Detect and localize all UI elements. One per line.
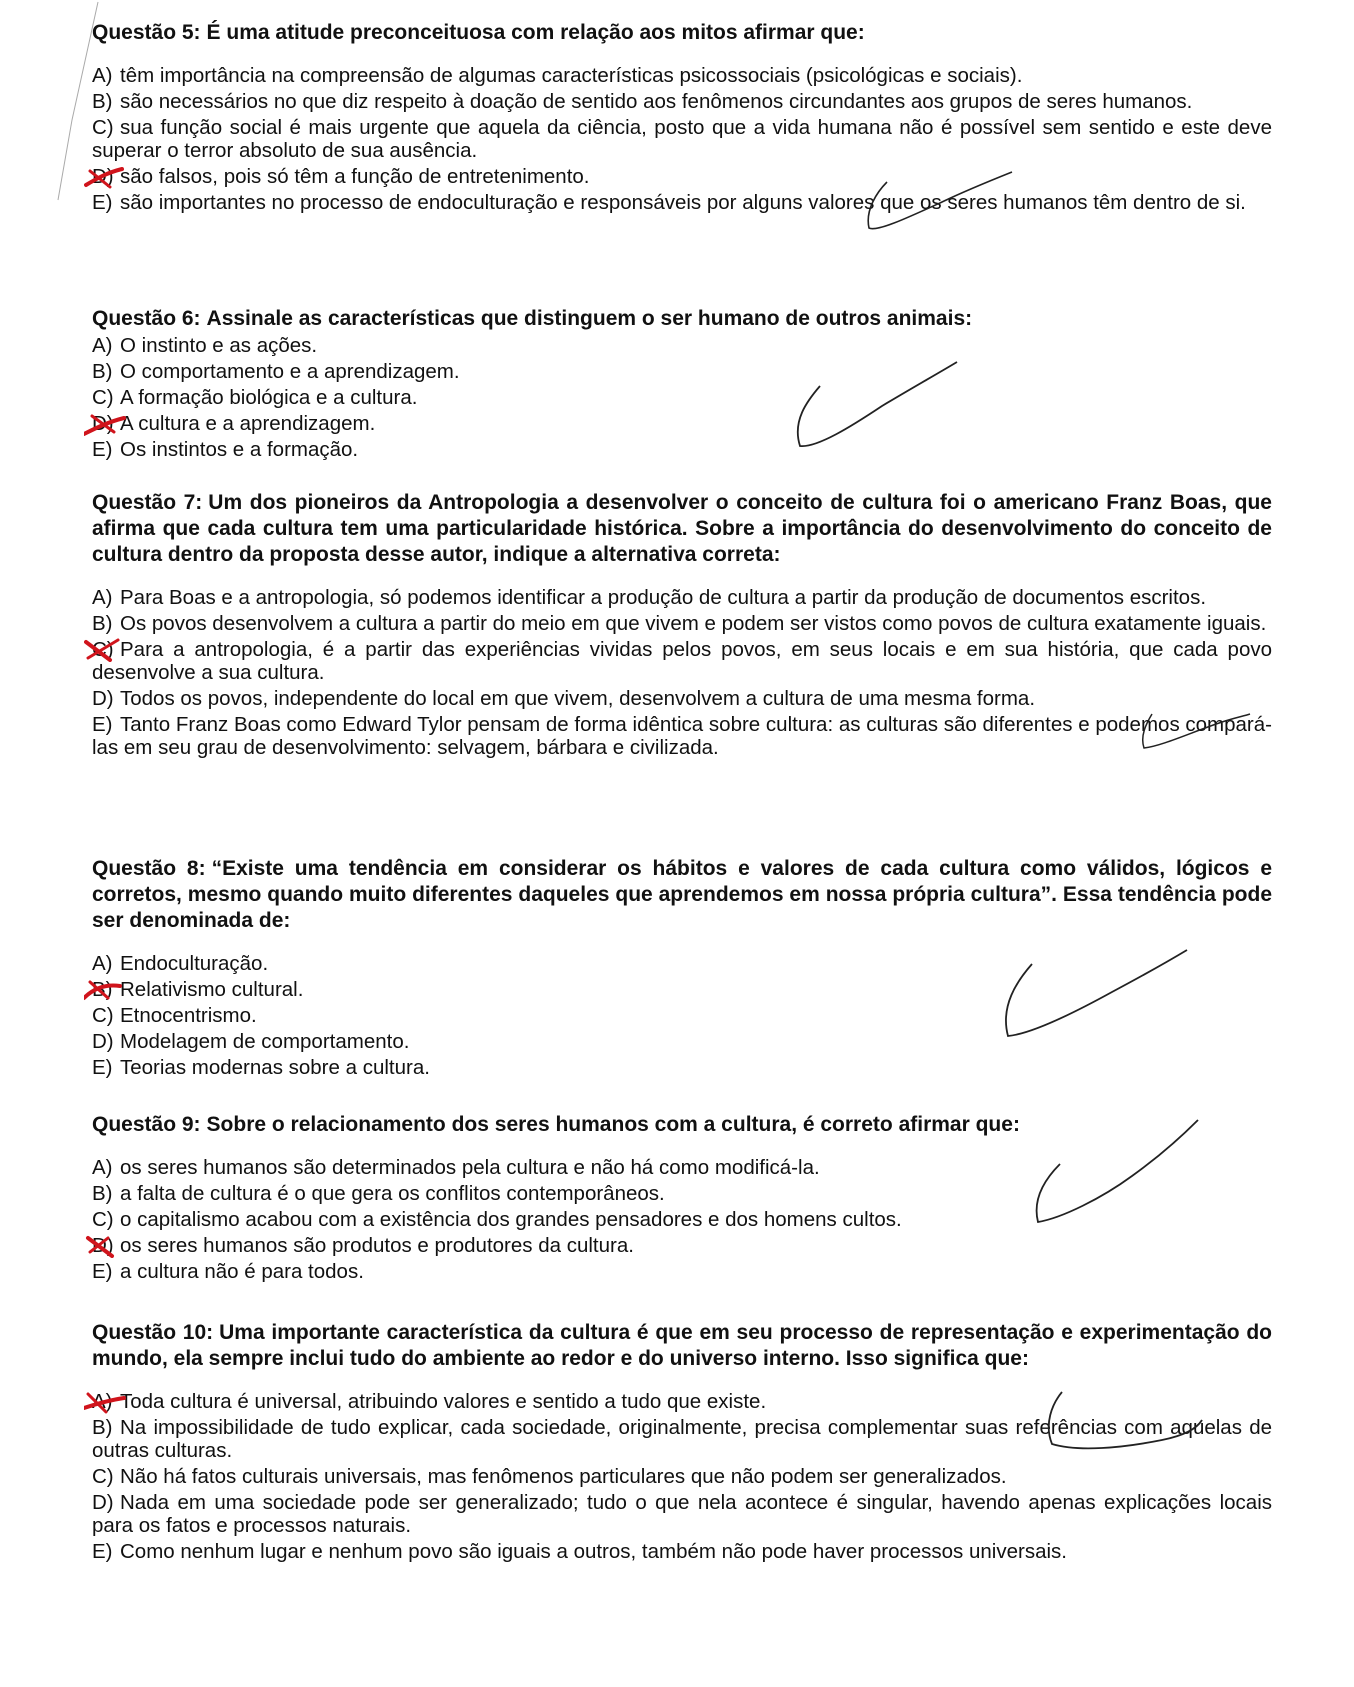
option-text: sua função social é mais urgente que aquela da ciência, posto que a vida humana não é possível sem sentido e este deve superar o terror absoluto de sua ausência. [92, 116, 1272, 162]
option-a[interactable] [92, 64, 1272, 87]
option-letter: A) [92, 334, 113, 357]
option-letter: D) [92, 1234, 114, 1257]
option-letter: D) [92, 165, 114, 188]
option-text: Os instintos e a formação. [120, 438, 359, 461]
option-text: Nada em uma sociedade pode ser generalizado; tudo o que nela acontece é singular, havendo apenas explicações locais para os fatos e processos naturais. [92, 1491, 1272, 1537]
question-8 [92, 856, 1272, 1082]
question-10 [92, 1320, 1272, 1566]
question-title [92, 1112, 1272, 1138]
option-a[interactable] [92, 334, 1272, 357]
option-letter: B) [92, 612, 113, 635]
option-text: Não há fatos culturais universais, mas fenômenos particulares que não podem ser generalizados. [120, 1465, 1007, 1488]
option-b[interactable] [92, 1182, 1272, 1205]
question-label: Questão 5: [92, 21, 201, 44]
question-title [92, 856, 1272, 934]
option-letter: B) [92, 1416, 113, 1439]
option-e[interactable] [92, 1540, 1272, 1563]
option-text: A cultura e a aprendizagem. [120, 412, 376, 435]
question-text: Um dos pioneiros da Antropologia a desenvolver o conceito de cultura foi o americano Franz Boas, que afirma que cada cultura tem uma particularidade histórica. Sobre a importância do desenvolvimento do conceito de cultura dentro da proposta desse autor, indique a alternativa correta: [92, 491, 1272, 566]
question-label: Questão 7: [92, 491, 203, 514]
option-text: Endoculturação. [120, 952, 269, 975]
option-letter: A) [92, 952, 113, 975]
option-a[interactable] [92, 586, 1272, 609]
question-9 [92, 1112, 1272, 1286]
option-letter: E) [92, 191, 113, 214]
option-letter: C) [92, 116, 114, 139]
option-letter: B) [92, 1182, 113, 1205]
option-text: os seres humanos são determinados pela cultura e não há como modificá-la. [120, 1156, 820, 1179]
option-letter: E) [92, 713, 113, 736]
option-c[interactable] [92, 638, 1272, 684]
option-letter: A) [92, 1156, 113, 1179]
question-text: Uma importante característica da cultura é que em seu processo de representação e experimentação do mundo, ela sempre inclui tudo do ambiente ao redor e do universo interno. Isso significa que: [92, 1321, 1272, 1370]
option-letter: E) [92, 1056, 113, 1079]
option-c[interactable] [92, 1004, 1272, 1027]
option-letter: C) [92, 1004, 114, 1027]
option-text: Como nenhum lugar e nenhum povo são iguais a outros, também não pode haver processos universais. [120, 1540, 1067, 1563]
option-e[interactable] [92, 191, 1272, 214]
option-text: O instinto e as ações. [120, 334, 318, 357]
question-text: É uma atitude preconceituosa com relação aos mitos afirmar que: [206, 21, 865, 44]
option-b[interactable] [92, 360, 1272, 383]
option-text: Tanto Franz Boas como Edward Tylor pensam de forma idêntica sobre cultura: as culturas são diferentes e podemos compará-las em seu grau de desenvolvimento: selvagem, bárbara e civilizada. [92, 713, 1272, 759]
question-title [92, 1320, 1272, 1372]
question-title [92, 306, 1272, 332]
question-7 [92, 490, 1272, 762]
option-letter: D) [92, 687, 114, 710]
option-text: O comportamento e a aprendizagem. [120, 360, 460, 383]
option-e[interactable] [92, 1260, 1272, 1283]
option-text: a cultura não é para todos. [120, 1260, 364, 1283]
option-a[interactable] [92, 952, 1272, 975]
question-text: “Existe uma tendência em considerar os hábitos e valores de cada cultura como válidos, lógicos e corretos, mesmo quando muito diferentes daqueles que aprendemos em nossa própria cultura”. Essa tendência pode ser denominada de: [92, 857, 1272, 932]
option-letter: C) [92, 386, 114, 409]
question-label: Questão 8: [92, 857, 206, 880]
option-letter: E) [92, 1260, 113, 1283]
option-letter: E) [92, 438, 113, 461]
option-e[interactable] [92, 713, 1272, 759]
option-text: Relativismo cultural. [120, 978, 304, 1001]
option-b[interactable] [92, 1416, 1272, 1462]
option-letter: E) [92, 1540, 113, 1563]
question-6 [92, 306, 1272, 464]
question-label: Questão 6: [92, 307, 201, 330]
option-b[interactable] [92, 90, 1272, 113]
option-text: A formação biológica e a cultura. [120, 386, 418, 409]
option-text: são importantes no processo de endoculturação e responsáveis por alguns valores que os seres humanos têm dentro de si. [120, 191, 1246, 214]
option-text: os seres humanos são produtos e produtores da cultura. [120, 1234, 634, 1257]
option-b[interactable] [92, 978, 1272, 1001]
option-text: Todos os povos, independente do local em que vivem, desenvolvem a cultura de uma mesma forma. [120, 687, 1036, 710]
option-letter: C) [92, 638, 114, 661]
option-text: Os povos desenvolvem a cultura a partir do meio em que vivem e podem ser vistos como povos de cultura exatamente iguais. [120, 612, 1267, 635]
option-a[interactable] [92, 1390, 1272, 1413]
option-text: Teorias modernas sobre a cultura. [120, 1056, 430, 1079]
option-d[interactable] [92, 687, 1272, 710]
option-letter: A) [92, 586, 113, 609]
question-label: Questão 9: [92, 1113, 201, 1136]
option-d[interactable] [92, 1491, 1272, 1537]
question-text: Assinale as características que distinguem o ser humano de outros animais: [206, 307, 973, 330]
option-letter: B) [92, 360, 113, 383]
question-5 [92, 20, 1272, 217]
option-e[interactable] [92, 438, 1272, 461]
option-text: são falsos, pois só têm a função de entretenimento. [120, 165, 590, 188]
option-text: Modelagem de comportamento. [120, 1030, 410, 1053]
option-e[interactable] [92, 1056, 1272, 1079]
option-letter: A) [92, 64, 113, 87]
option-d[interactable] [92, 1030, 1272, 1053]
option-d[interactable] [92, 412, 1272, 435]
option-c[interactable] [92, 1208, 1272, 1231]
option-text: Na impossibilidade de tudo explicar, cada sociedade, originalmente, precisa complementar suas referências com aquelas de outras culturas. [92, 1416, 1272, 1462]
option-c[interactable] [92, 116, 1272, 162]
option-text: o capitalismo acabou com a existência dos grandes pensadores e dos homens cultos. [120, 1208, 902, 1231]
option-letter: C) [92, 1465, 114, 1488]
option-letter: D) [92, 1030, 114, 1053]
question-title [92, 20, 1272, 46]
question-text: Sobre o relacionamento dos seres humanos com a cultura, é correto afirmar que: [206, 1113, 1020, 1136]
option-d[interactable] [92, 1234, 1272, 1257]
question-title [92, 490, 1272, 568]
option-letter: A) [92, 1390, 113, 1413]
option-text: Para a antropologia, é a partir das experiências vividas pelos povos, em seus locais e em sua história, que cada povo desenvolve a sua cultura. [92, 638, 1272, 684]
option-letter: B) [92, 978, 113, 1001]
option-text: Etnocentrismo. [120, 1004, 257, 1027]
option-text: Para Boas e a antropologia, só podemos identificar a produção de cultura a partir da produção de documentos escritos. [120, 586, 1207, 609]
option-c[interactable] [92, 386, 1272, 409]
option-d[interactable] [92, 165, 1272, 188]
option-letter: C) [92, 1208, 114, 1231]
option-text: a falta de cultura é o que gera os conflitos contemporâneos. [120, 1182, 665, 1205]
question-label: Questão 10: [92, 1321, 214, 1344]
option-text: Toda cultura é universal, atribuindo valores e sentido a tudo que existe. [120, 1390, 767, 1413]
option-text: são necessários no que diz respeito à doação de sentido aos fenômenos circundantes aos grupos de seres humanos. [120, 90, 1193, 113]
margin-scribble [0, 0, 100, 220]
option-c[interactable] [92, 1465, 1272, 1488]
option-letter: B) [92, 90, 113, 113]
option-letter: D) [92, 412, 114, 435]
option-b[interactable] [92, 612, 1272, 635]
option-a[interactable] [92, 1156, 1272, 1179]
option-text: têm importância na compreensão de algumas características psicossociais (psicológicas e sociais). [120, 64, 1023, 87]
option-letter: D) [92, 1491, 114, 1514]
